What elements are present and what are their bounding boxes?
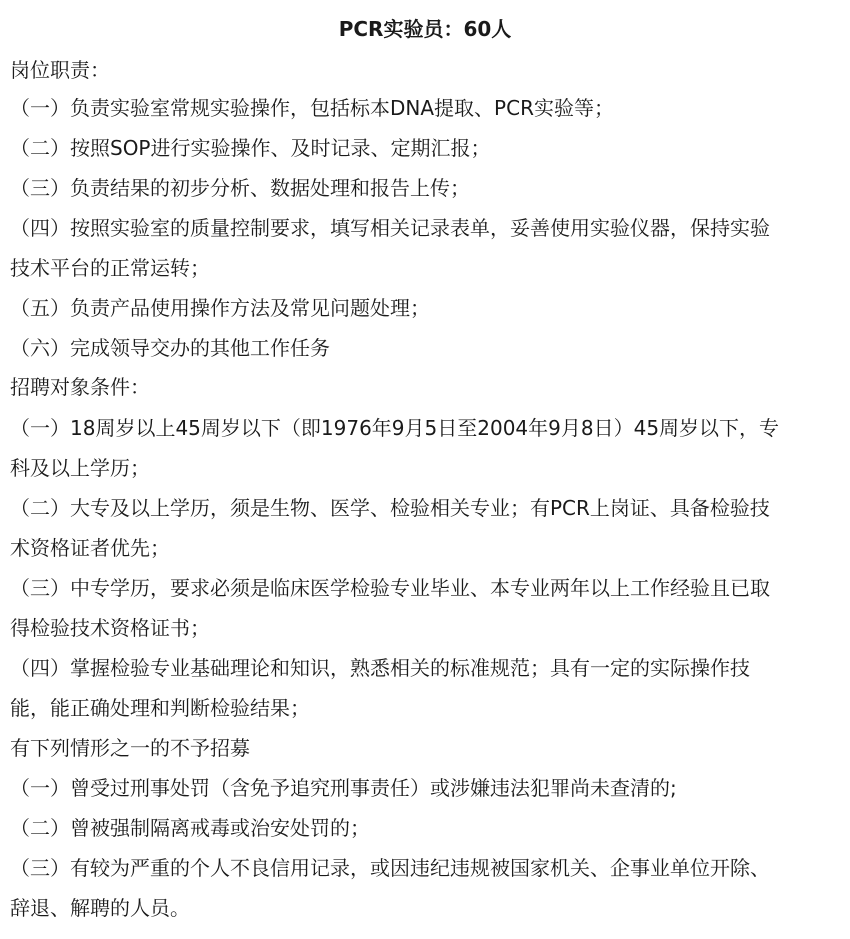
requirement-line: 能，能正确处理和判断检验结果； <box>10 696 310 720</box>
requirement-line: （二）大专及以上学历，须是生物、医学、检验相关专业；有PCR上岗证、具备检验技 <box>10 496 770 520</box>
duty-line: （二）按照SOP进行实验操作、及时记录、定期汇报； <box>10 136 491 160</box>
duty-line: （一）负责实验室常规实验操作，包括标本DNA提取、PCR实验等； <box>10 96 614 120</box>
section-heading-duties: 岗位职责： <box>10 58 110 82</box>
section-heading-exclusions: 有下列情形之一的不予招募 <box>10 736 250 760</box>
duty-line: 技术平台的正常运转； <box>10 256 210 280</box>
requirement-line: 术资格证者优先； <box>10 536 170 560</box>
requirement-line: （一）18周岁以上45周岁以下（即1976年9月5日至2004年9月8日）45周岁以下，专 <box>10 416 780 440</box>
duty-line: （三）负责结果的初步分析、数据处理和报告上传； <box>10 176 470 200</box>
exclusion-line: （二）曾被强制隔离戒毒或治安处罚的； <box>10 816 370 840</box>
exclusion-line: 辞退、解聘的人员。 <box>10 896 190 920</box>
requirement-line: （三）中专学历，要求必须是临床医学检验专业毕业、本专业两年以上工作经验且已取 <box>10 576 770 600</box>
page-title: PCR实验员：60人 <box>338 17 512 41</box>
duty-line: （五）负责产品使用操作方法及常见问题处理； <box>10 296 430 320</box>
exclusion-line: （三）有较为严重的个人不良信用记录，或因违纪违规被国家机关、企事业单位开除、 <box>10 856 770 880</box>
requirement-line: 得检验技术资格证书； <box>10 616 210 640</box>
section-heading-requirements: 招聘对象条件： <box>10 375 150 399</box>
duty-line: （六）完成领导交办的其他工作任务 <box>10 336 330 360</box>
duty-line: （四）按照实验室的质量控制要求，填写相关记录表单，妥善使用实验仪器，保持实验 <box>10 216 770 240</box>
requirement-line: （四）掌握检验专业基础理论和知识，熟悉相关的标准规范；具有一定的实际操作技 <box>10 656 750 680</box>
exclusion-line: （一）曾受过刑事处罚（含免予追究刑事责任）或涉嫌违法犯罪尚未查清的; <box>10 776 677 800</box>
requirement-line: 科及以上学历； <box>10 456 150 480</box>
